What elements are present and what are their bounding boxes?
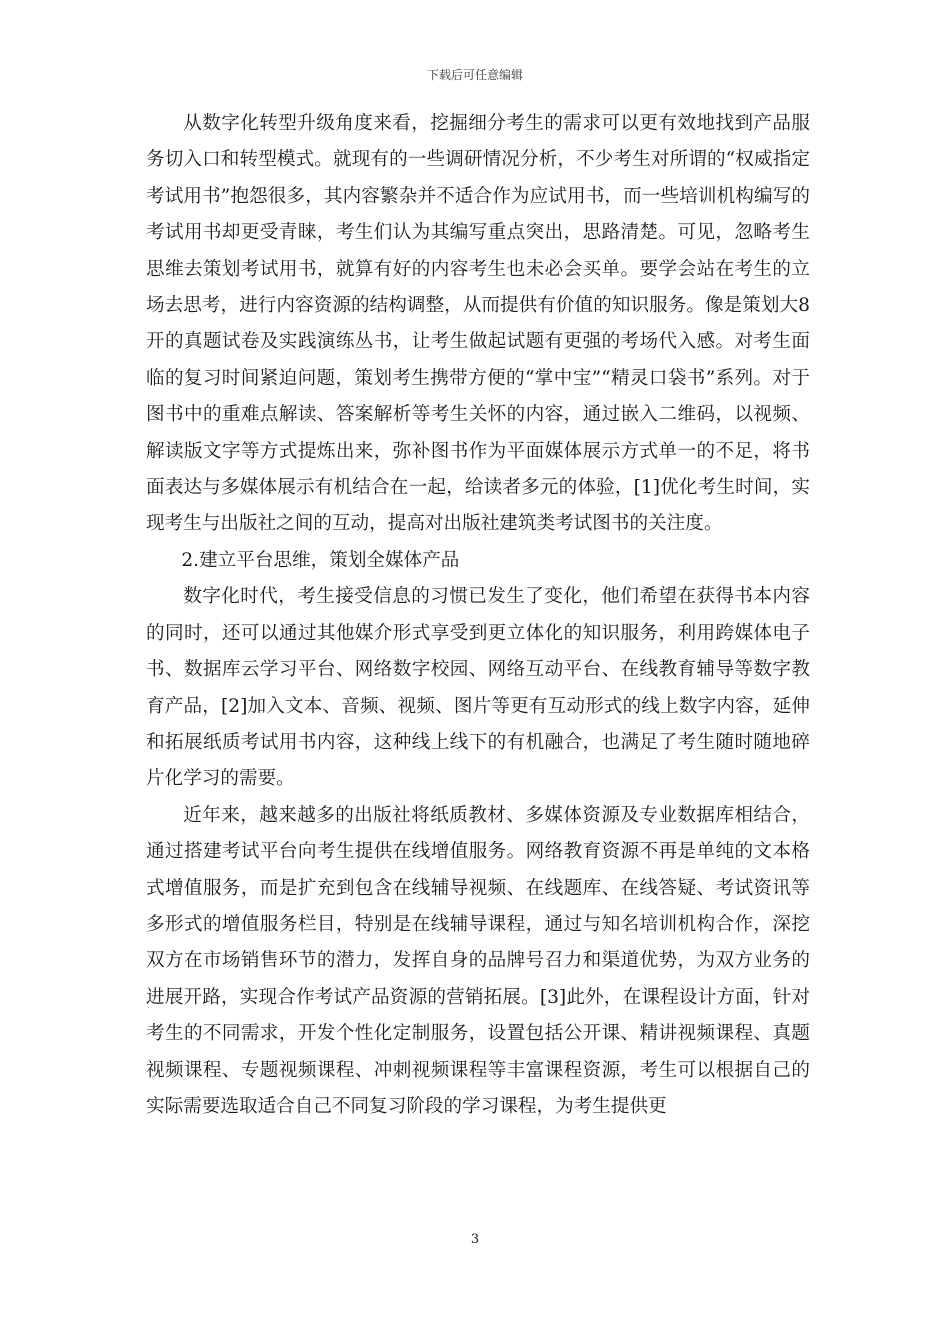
- section-heading: 2.建立平台思维，策划全媒体产品: [181, 549, 460, 571]
- page-number: 3: [470, 1232, 480, 1247]
- page-header: 下载后可任意编辑: [426, 68, 523, 82]
- paragraph-2: 数字化时代，考生接受信息的习惯已发生了变化，他们希望在获得书本内容的同时，还可以通过其他媒介形式享受到更立体化的知识服务，利用跨媒体电子书、数据库云学习平台、网络数字校园、网络互动平台、在线教育辅导等数字教育产品，[2]加入文本、音频、视频、图片等更有互动形式的线上数字内容，延伸和拓展纸质考试用书内容，这种线上线下的有机融合，也满足了考生随时随地碎片化学习的需要。: [146, 586, 810, 790]
- body-text: [146, 106, 810, 1125]
- paragraph-1: 从数字化转型升级角度来看，挖掘细分考生的需求可以更有效地找到产品服务切入口和转型模式。就现有的一些调研情况分析，不少考生对所谓的“权威指定考试用书”抱怨很多，其内容繁杂并不适合作为应试用书，而一些培训机构编写的考试用书却更受青睐，考生们认为其编写重点突出，思路清楚。可见，忽略考生思维去策划考试用书，就算有好的内容考生也未必会买单。要学会站在考生的立场去思考，进行内容资源的结构调整，从而提供有价值的知识服务。像是策划大8开的真题试卷及实践演练丛书，让考生做起试题有更强的考场代入感。对考生面临的复习时间紧迫问题，策划考生携带方便的“掌中宝”“精灵口袋书”系列。对于图书中的重难点解读、答案解析等考生关怀的内容，通过嵌入二维码，以视频、解读版文字等方式提炼出来，弥补图书作为平面媒体展示方式单一的不足，将书面表达与多媒体展示有机结合在一起，给读者多元的体验，[1]优化考生时间，实现考生与出版社之间的互动，提高对出版社建筑类考试图书的关注度。: [146, 113, 810, 535]
- paragraph-3: 近年来，越来越多的出版社将纸质教材、多媒体资源及专业数据库相结合，通过搭建考试平台向考生提供在线增值服务。网络教育资源不再是单纯的文本格式增值服务，而是扩充到包含在线辅导视频、在线题库、在线答疑、考试资讯等多形式的增值服务栏目，特别是在线辅导课程，通过与知名培训机构合作，深挖双方在市场销售环节的潜力，发挥自身的品牌号召力和渠道优势，为双方业务的进展开路，实现合作考试产品资源的营销拓展。[3]此外，在课程设计方面，针对考生的不同需求，开发个性化定制服务，设置包括公开课、精讲视频课程、真题视频课程、专题视频课程、冲刺视频课程等丰富课程资源，考生可以根据自己的实际需要选取适合自己不同复习阶段的学习课程，为考生提供更: [146, 804, 810, 1117]
